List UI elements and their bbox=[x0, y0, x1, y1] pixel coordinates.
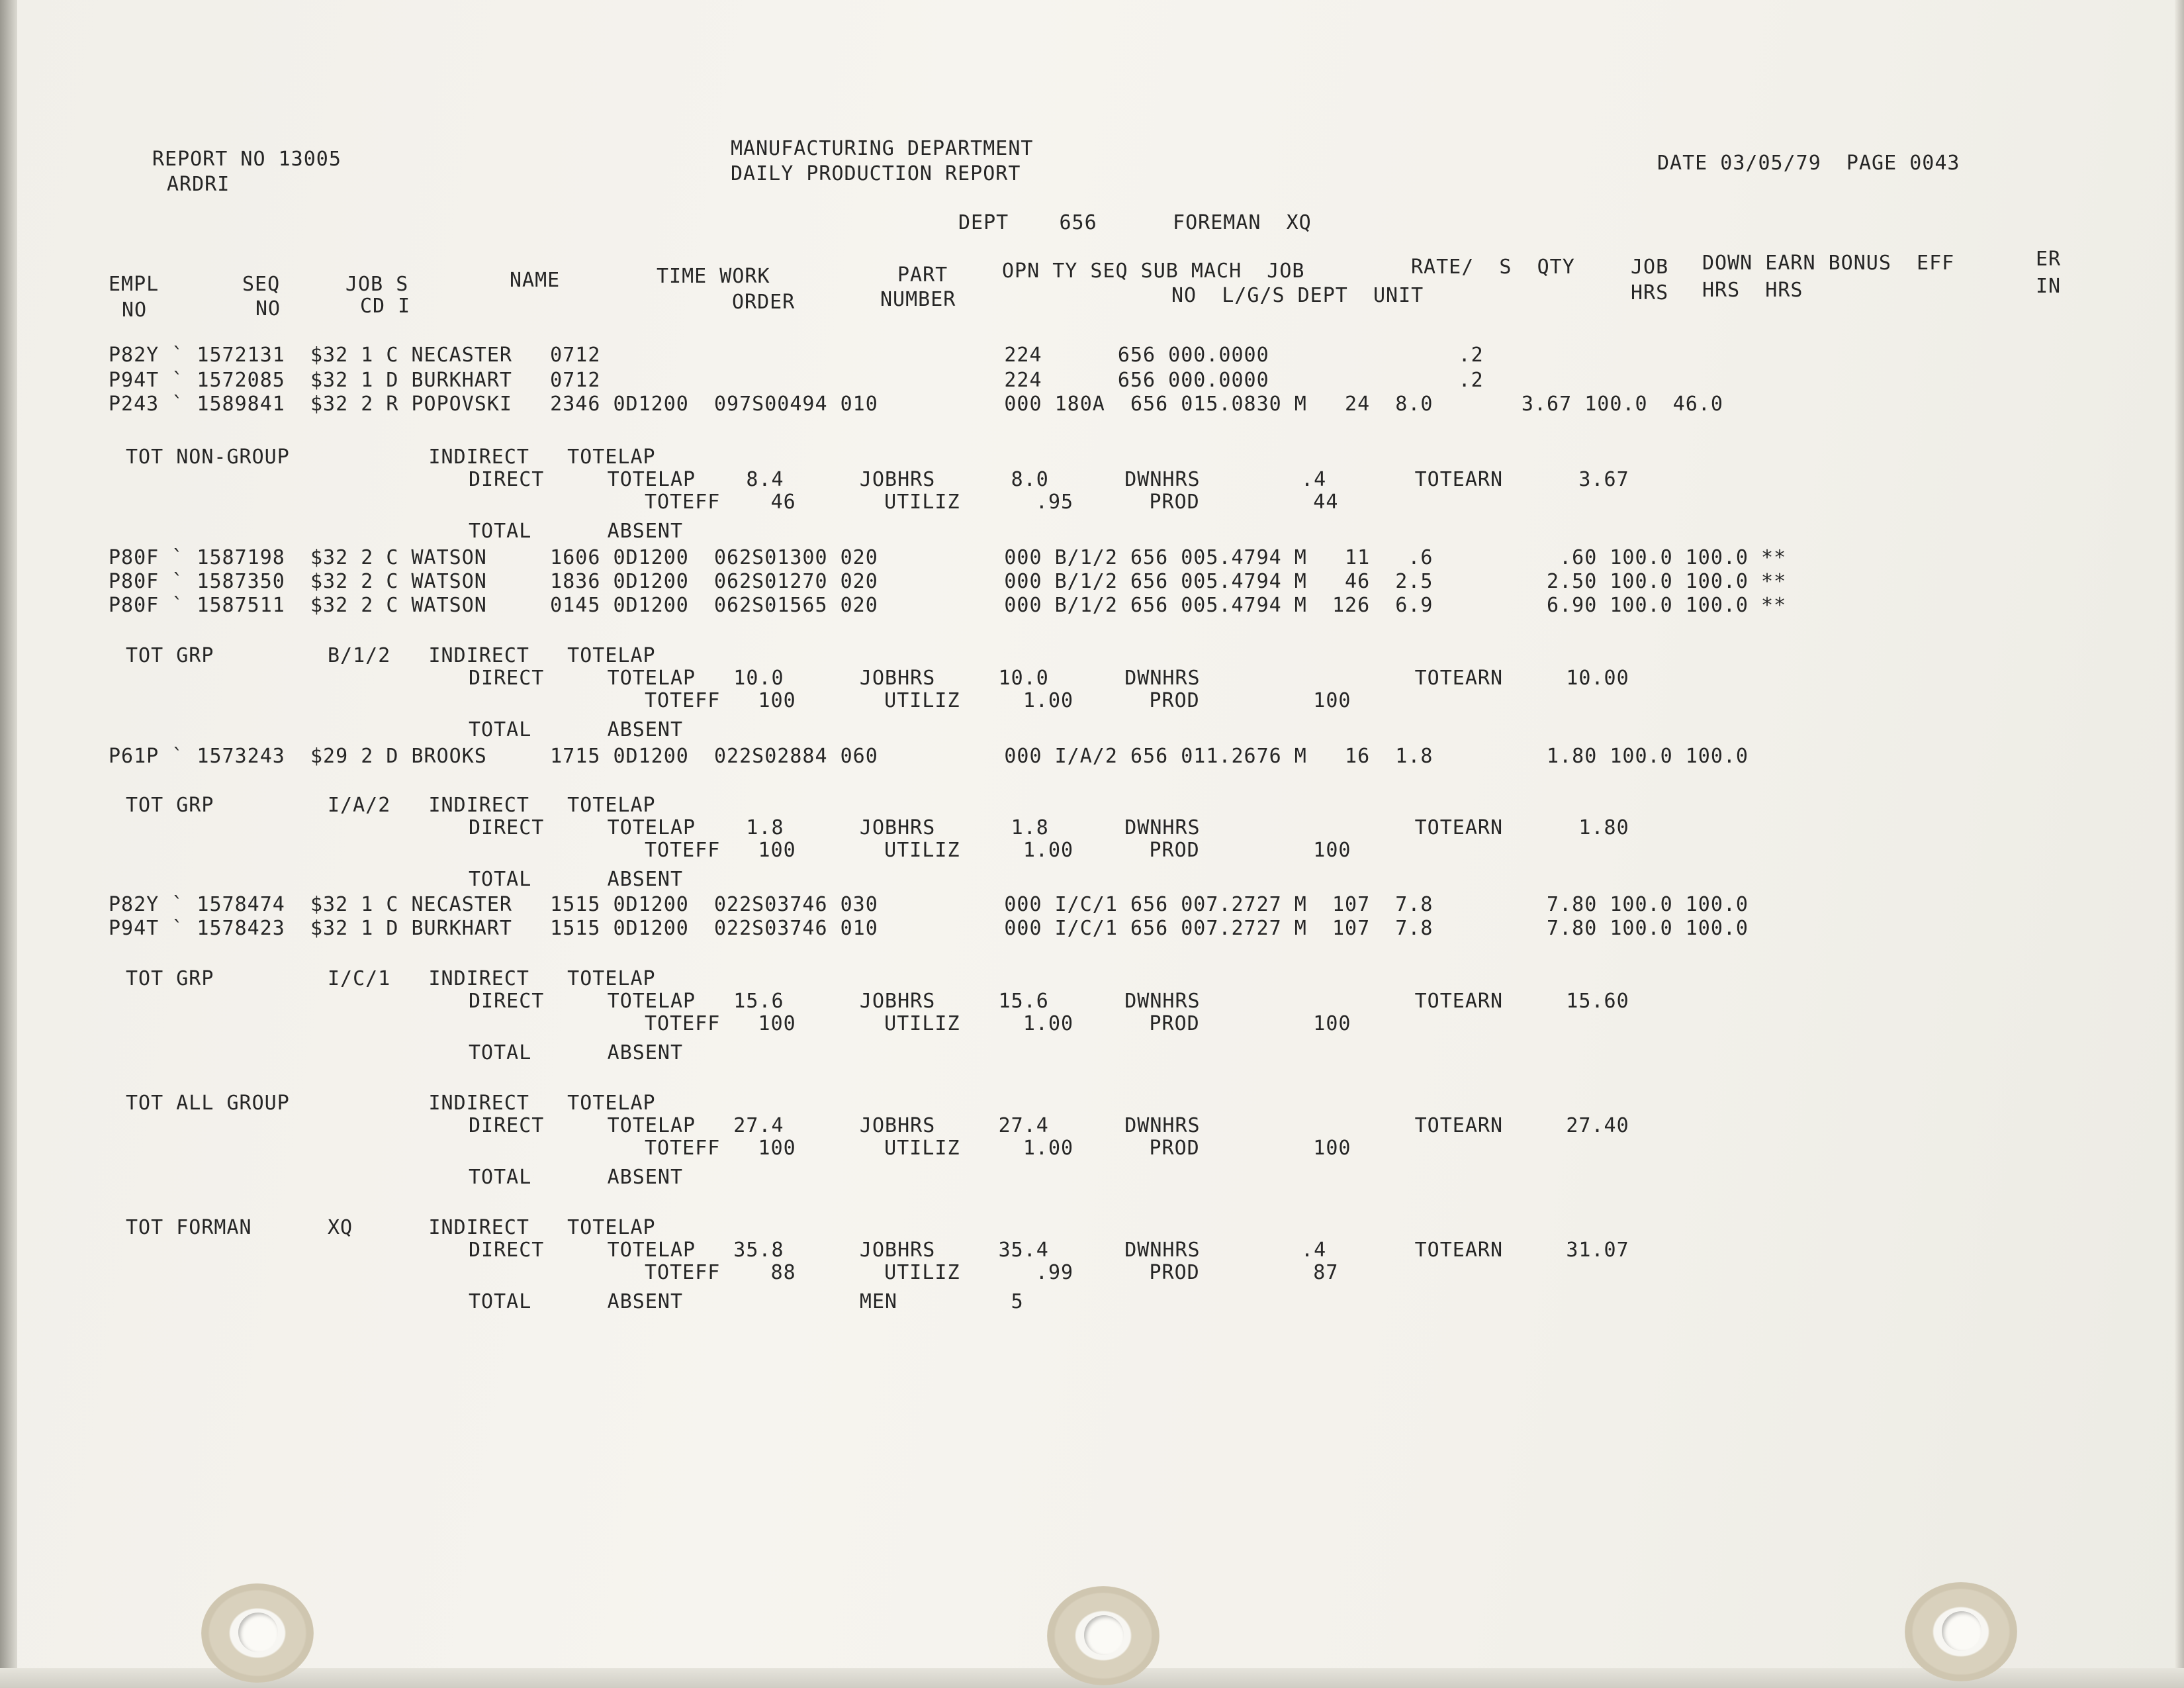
dept-foreman-line: DEPT 656 FOREMAN XQ bbox=[958, 211, 1312, 234]
report-line: DIRECT TOTELAP 35.8 JOBHRS 35.4 DWNHRS .4 TOTEARN 31.07 bbox=[469, 1239, 1629, 1262]
column-header: TIME WORK bbox=[657, 265, 770, 288]
report-line: P94T ` 1572085 $32 1 D BURKHART 0712 224 656 000.0000 .2 bbox=[109, 369, 1484, 392]
report-line: DIRECT TOTELAP 8.4 JOBHRS 8.0 DWNHRS .4 TOTEARN 3.67 bbox=[469, 468, 1629, 491]
column-header: IN bbox=[2036, 275, 2062, 298]
sheet-right-edge bbox=[2175, 0, 2184, 1688]
report-line: P82Y ` 1578474 $32 1 C NECASTER 1515 0D1200 022S03746 030 000 I/C/1 656 007.2727 M 107 7.8 7.80 100.0 100.0 bbox=[109, 893, 1749, 916]
report-line: P80F ` 1587511 $32 2 C WATSON 0145 0D1200 062S01565 020 000 B/1/2 656 005.4794 M 126 6.9 6.90 100.0 100.0 ** bbox=[109, 594, 1787, 617]
report-line: TOTEFF 100 UTILIZ 1.00 PROD 100 bbox=[645, 1137, 1351, 1160]
report-line: TOTEFF 100 UTILIZ 1.00 PROD 100 bbox=[645, 839, 1351, 862]
report-line: P243 ` 1589841 $32 2 R POPOVSKI 2346 0D1200 097S00494 010 000 180A 656 015.0830 M 24 8.0 3.67 100.0 46.0 bbox=[109, 393, 1723, 416]
report-line: TOT FORMAN XQ INDIRECT TOTELAP bbox=[126, 1216, 656, 1239]
report-line: P82Y ` 1572131 $32 1 C NECASTER 0712 224 656 000.0000 .2 bbox=[109, 344, 1484, 367]
report-line: TOTAL ABSENT MEN 5 bbox=[469, 1290, 1024, 1313]
column-header: ER bbox=[2036, 248, 2062, 271]
report-line: DIRECT TOTELAP 27.4 JOBHRS 27.4 DWNHRS TOTEARN 27.40 bbox=[469, 1114, 1629, 1137]
report-line: TOTEFF 46 UTILIZ .95 PROD 44 bbox=[645, 491, 1339, 514]
column-header: EMPL bbox=[109, 273, 159, 296]
report-line: TOTAL ABSENT bbox=[469, 1166, 684, 1189]
column-header: HRS HRS bbox=[1702, 279, 1803, 302]
report-line: TOTEFF 100 UTILIZ 1.00 PROD 100 bbox=[645, 689, 1351, 712]
report-line: TOTAL ABSENT bbox=[469, 520, 684, 543]
report-number: REPORT NO 13005 bbox=[152, 148, 341, 171]
punch-hole-left bbox=[201, 1583, 314, 1683]
column-header: NAME bbox=[510, 269, 561, 292]
report-line: DIRECT TOTELAP 1.8 JOBHRS 1.8 DWNHRS TOTEARN 1.80 bbox=[469, 816, 1629, 839]
column-header: HRS bbox=[1631, 281, 1669, 305]
sheet-left-edge bbox=[0, 0, 17, 1688]
report-line: TOTEFF 100 UTILIZ 1.00 PROD 100 bbox=[645, 1012, 1351, 1035]
column-header: NUMBER bbox=[880, 288, 956, 311]
report-title-line1: MANUFACTURING DEPARTMENT bbox=[731, 137, 1034, 160]
report-line: TOTEFF 88 UTILIZ .99 PROD 87 bbox=[645, 1261, 1339, 1284]
column-header: ORDER bbox=[732, 291, 796, 314]
report-line: TOT NON-GROUP INDIRECT TOTELAP bbox=[126, 445, 656, 469]
report-line: TOT GRP B/1/2 INDIRECT TOTELAP bbox=[126, 644, 656, 667]
report-line: P61P ` 1573243 $29 2 D BROOKS 1715 0D1200 022S02884 060 000 I/A/2 656 011.2676 M 16 1.8 1.80 100.0 100.0 bbox=[109, 745, 1749, 768]
ardri-label: ARDRI bbox=[167, 173, 230, 196]
report-line: DIRECT TOTELAP 10.0 JOBHRS 10.0 DWNHRS TOTEARN 10.00 bbox=[469, 667, 1629, 690]
column-header: JOB bbox=[1631, 256, 1669, 279]
report-line: TOTAL ABSENT bbox=[469, 1041, 684, 1064]
report-line: TOT GRP I/A/2 INDIRECT TOTELAP bbox=[126, 794, 656, 817]
report-line: TOT GRP I/C/1 INDIRECT TOTELAP bbox=[126, 967, 656, 990]
report-line: TOT ALL GROUP INDIRECT TOTELAP bbox=[126, 1092, 656, 1115]
column-header: RATE/ S QTY bbox=[1411, 256, 1575, 279]
column-header: JOB S bbox=[345, 273, 409, 296]
report-title-line2: DAILY PRODUCTION REPORT bbox=[731, 162, 1021, 185]
report-line: DIRECT TOTELAP 15.6 JOBHRS 15.6 DWNHRS TOTEARN 15.60 bbox=[469, 990, 1629, 1013]
column-header: DOWN EARN BONUS EFF bbox=[1702, 252, 1955, 275]
report-line: P80F ` 1587350 $32 2 C WATSON 1836 0D1200 062S01270 020 000 B/1/2 656 005.4794 M 46 2.5 2.50 100.0 100.0 ** bbox=[109, 570, 1787, 593]
column-header: NO bbox=[255, 297, 281, 320]
report-line: TOTAL ABSENT bbox=[469, 718, 684, 741]
punch-hole-right bbox=[1905, 1582, 2017, 1681]
report-line: P80F ` 1587198 $32 2 C WATSON 1606 0D1200 062S01300 020 000 B/1/2 656 005.4794 M 11 .6 .60 100.0 100.0 ** bbox=[109, 546, 1787, 569]
column-header: PART bbox=[897, 263, 948, 287]
date-page: DATE 03/05/79 PAGE 0043 bbox=[1657, 152, 1960, 175]
column-header: NO bbox=[122, 299, 148, 322]
column-header: CD I bbox=[360, 295, 411, 318]
report-line: TOTAL ABSENT bbox=[469, 868, 684, 891]
column-header: OPN TY SEQ SUB MACH JOB bbox=[1002, 259, 1305, 283]
column-header: NO L/G/S DEPT UNIT bbox=[1171, 284, 1424, 307]
column-header: SEQ bbox=[242, 273, 281, 296]
punch-hole-center bbox=[1047, 1586, 1160, 1685]
report-line: P94T ` 1578423 $32 1 D BURKHART 1515 0D1200 022S03746 010 000 I/C/1 656 007.2727 M 107 7.8 7.80 100.0 100.0 bbox=[109, 917, 1749, 940]
